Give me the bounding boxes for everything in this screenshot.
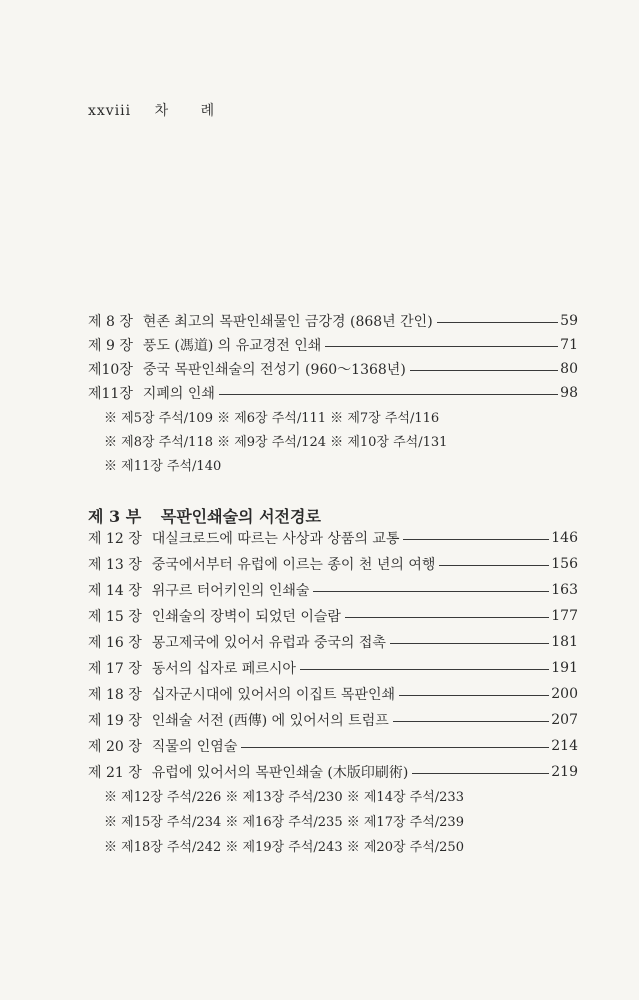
- page-header: [88, 100, 228, 120]
- leader-line: [439, 565, 549, 566]
- notes-line: ※ 제8장 주석/118 ※ 제9장 주석/124 ※ 제10장 주석/131: [104, 434, 448, 450]
- leader-line: [390, 643, 549, 644]
- chapter-title: 유럽에 있어서의 목판인쇄술 (木版印刷術): [151, 765, 409, 781]
- page-number: 59: [560, 313, 578, 329]
- toc-entry[interactable]: [88, 308, 578, 334]
- page-number: 214: [551, 738, 578, 754]
- leader-line: [403, 539, 549, 540]
- toc-entry[interactable]: [88, 380, 578, 406]
- chapter-number: 제 21 장: [88, 765, 142, 781]
- page-number: 181: [551, 634, 578, 650]
- page-number-roman: xxviii: [88, 103, 132, 119]
- leader-line: [241, 747, 549, 748]
- chapter-title: 풍도 (馮道) 의 유교경전 인쇄: [142, 338, 322, 354]
- toc-entry[interactable]: [88, 603, 578, 629]
- toc-entry[interactable]: [88, 332, 578, 358]
- notes-line: ※ 제5장 주석/109 ※ 제6장 주석/111 ※ 제7장 주석/116: [104, 410, 440, 426]
- chapter-number: 제 12 장: [88, 531, 142, 547]
- chapter-title: 현존 최고의 목판인쇄물인 금강경 (868년 간인): [142, 314, 433, 330]
- toc-entry[interactable]: [88, 655, 578, 681]
- chapter-title: 지폐의 인쇄: [142, 386, 215, 402]
- chapter-title: 중국 목판인쇄술의 전성기 (960～1368년): [142, 362, 406, 378]
- leader-line: [412, 773, 549, 774]
- chapter-title: 위구르 터어키인의 인쇄술: [151, 583, 310, 599]
- chapter-title: 대실크로드에 따르는 사상과 상품의 교통: [151, 531, 400, 547]
- chapter-number: 제 8 장: [88, 314, 133, 330]
- notes-line: ※ 제15장 주석/234 ※ 제16장 주석/235 ※ 제17장 주석/239: [104, 814, 464, 830]
- page-number: 98: [560, 385, 578, 401]
- chapter-number: 제 17 장: [88, 661, 142, 677]
- part-heading: [88, 504, 321, 527]
- chapter-number: 제10장: [88, 362, 133, 378]
- page-number: 191: [551, 660, 578, 676]
- chapter-title: 직물의 인염술: [151, 739, 238, 755]
- chapter-number: 제 18 장: [88, 687, 142, 703]
- chapter-title: 인쇄술의 장벽이 되었던 이슬람: [151, 609, 341, 625]
- leader-line: [345, 617, 549, 618]
- notes-line: ※ 제11장 주석/140: [104, 458, 222, 474]
- toc-entry[interactable]: [88, 525, 578, 551]
- chapter-title: 십자군시대에 있어서의 이집트 목판인쇄: [151, 687, 396, 703]
- leader-line: [313, 591, 549, 592]
- chapter-number: 제 14 장: [88, 583, 142, 599]
- page-number: 146: [551, 530, 578, 546]
- page-title: 차 례: [154, 103, 229, 119]
- leader-line: [300, 669, 549, 670]
- part-title: 목판인쇄술의 서전경로: [160, 507, 321, 526]
- page-number: 80: [560, 361, 578, 377]
- leader-line: [393, 721, 550, 722]
- chapter-title: 중국에서부터 유럽에 이르는 종이 천 년의 여행: [151, 557, 436, 573]
- toc-entry[interactable]: [88, 681, 578, 707]
- chapter-number: 제 20 장: [88, 739, 142, 755]
- leader-line: [325, 346, 558, 347]
- chapter-title: 동서의 십자로 페르시아: [151, 661, 296, 677]
- toc-entry[interactable]: [88, 551, 578, 577]
- toc-entry[interactable]: [88, 356, 578, 382]
- chapter-number: 제 19 장: [88, 713, 142, 729]
- toc-entry[interactable]: [88, 577, 578, 603]
- part-number: 제 3 부: [88, 507, 142, 526]
- page-number: 219: [551, 764, 578, 780]
- page-number: 177: [551, 608, 578, 624]
- page-number: 200: [551, 686, 578, 702]
- page-number: 207: [551, 712, 578, 728]
- toc-entry[interactable]: [88, 733, 578, 759]
- toc-entry[interactable]: [88, 629, 578, 655]
- leader-line: [437, 322, 559, 323]
- chapter-number: 제11장: [88, 386, 133, 402]
- chapter-title: 몽고제국에 있어서 유럽과 중국의 접촉: [151, 635, 386, 651]
- chapter-number: 제 13 장: [88, 557, 142, 573]
- chapter-number: 제 9 장: [88, 338, 133, 354]
- toc-entry[interactable]: [88, 759, 578, 785]
- leader-line: [410, 370, 558, 371]
- chapter-number: 제 16 장: [88, 635, 142, 651]
- page-number: 163: [551, 582, 578, 598]
- chapter-number: 제 15 장: [88, 609, 142, 625]
- page-number: 71: [560, 337, 578, 353]
- leader-line: [219, 394, 558, 395]
- notes-line: ※ 제12장 주석/226 ※ 제13장 주석/230 ※ 제14장 주석/233: [104, 789, 464, 805]
- notes-line: ※ 제18장 주석/242 ※ 제19장 주석/243 ※ 제20장 주석/250: [104, 839, 464, 855]
- page-number: 156: [551, 556, 578, 572]
- chapter-title: 인쇄술 서전 (西傳) 에 있어서의 트럼프: [151, 713, 389, 729]
- toc-entry[interactable]: [88, 707, 578, 733]
- leader-line: [399, 695, 549, 696]
